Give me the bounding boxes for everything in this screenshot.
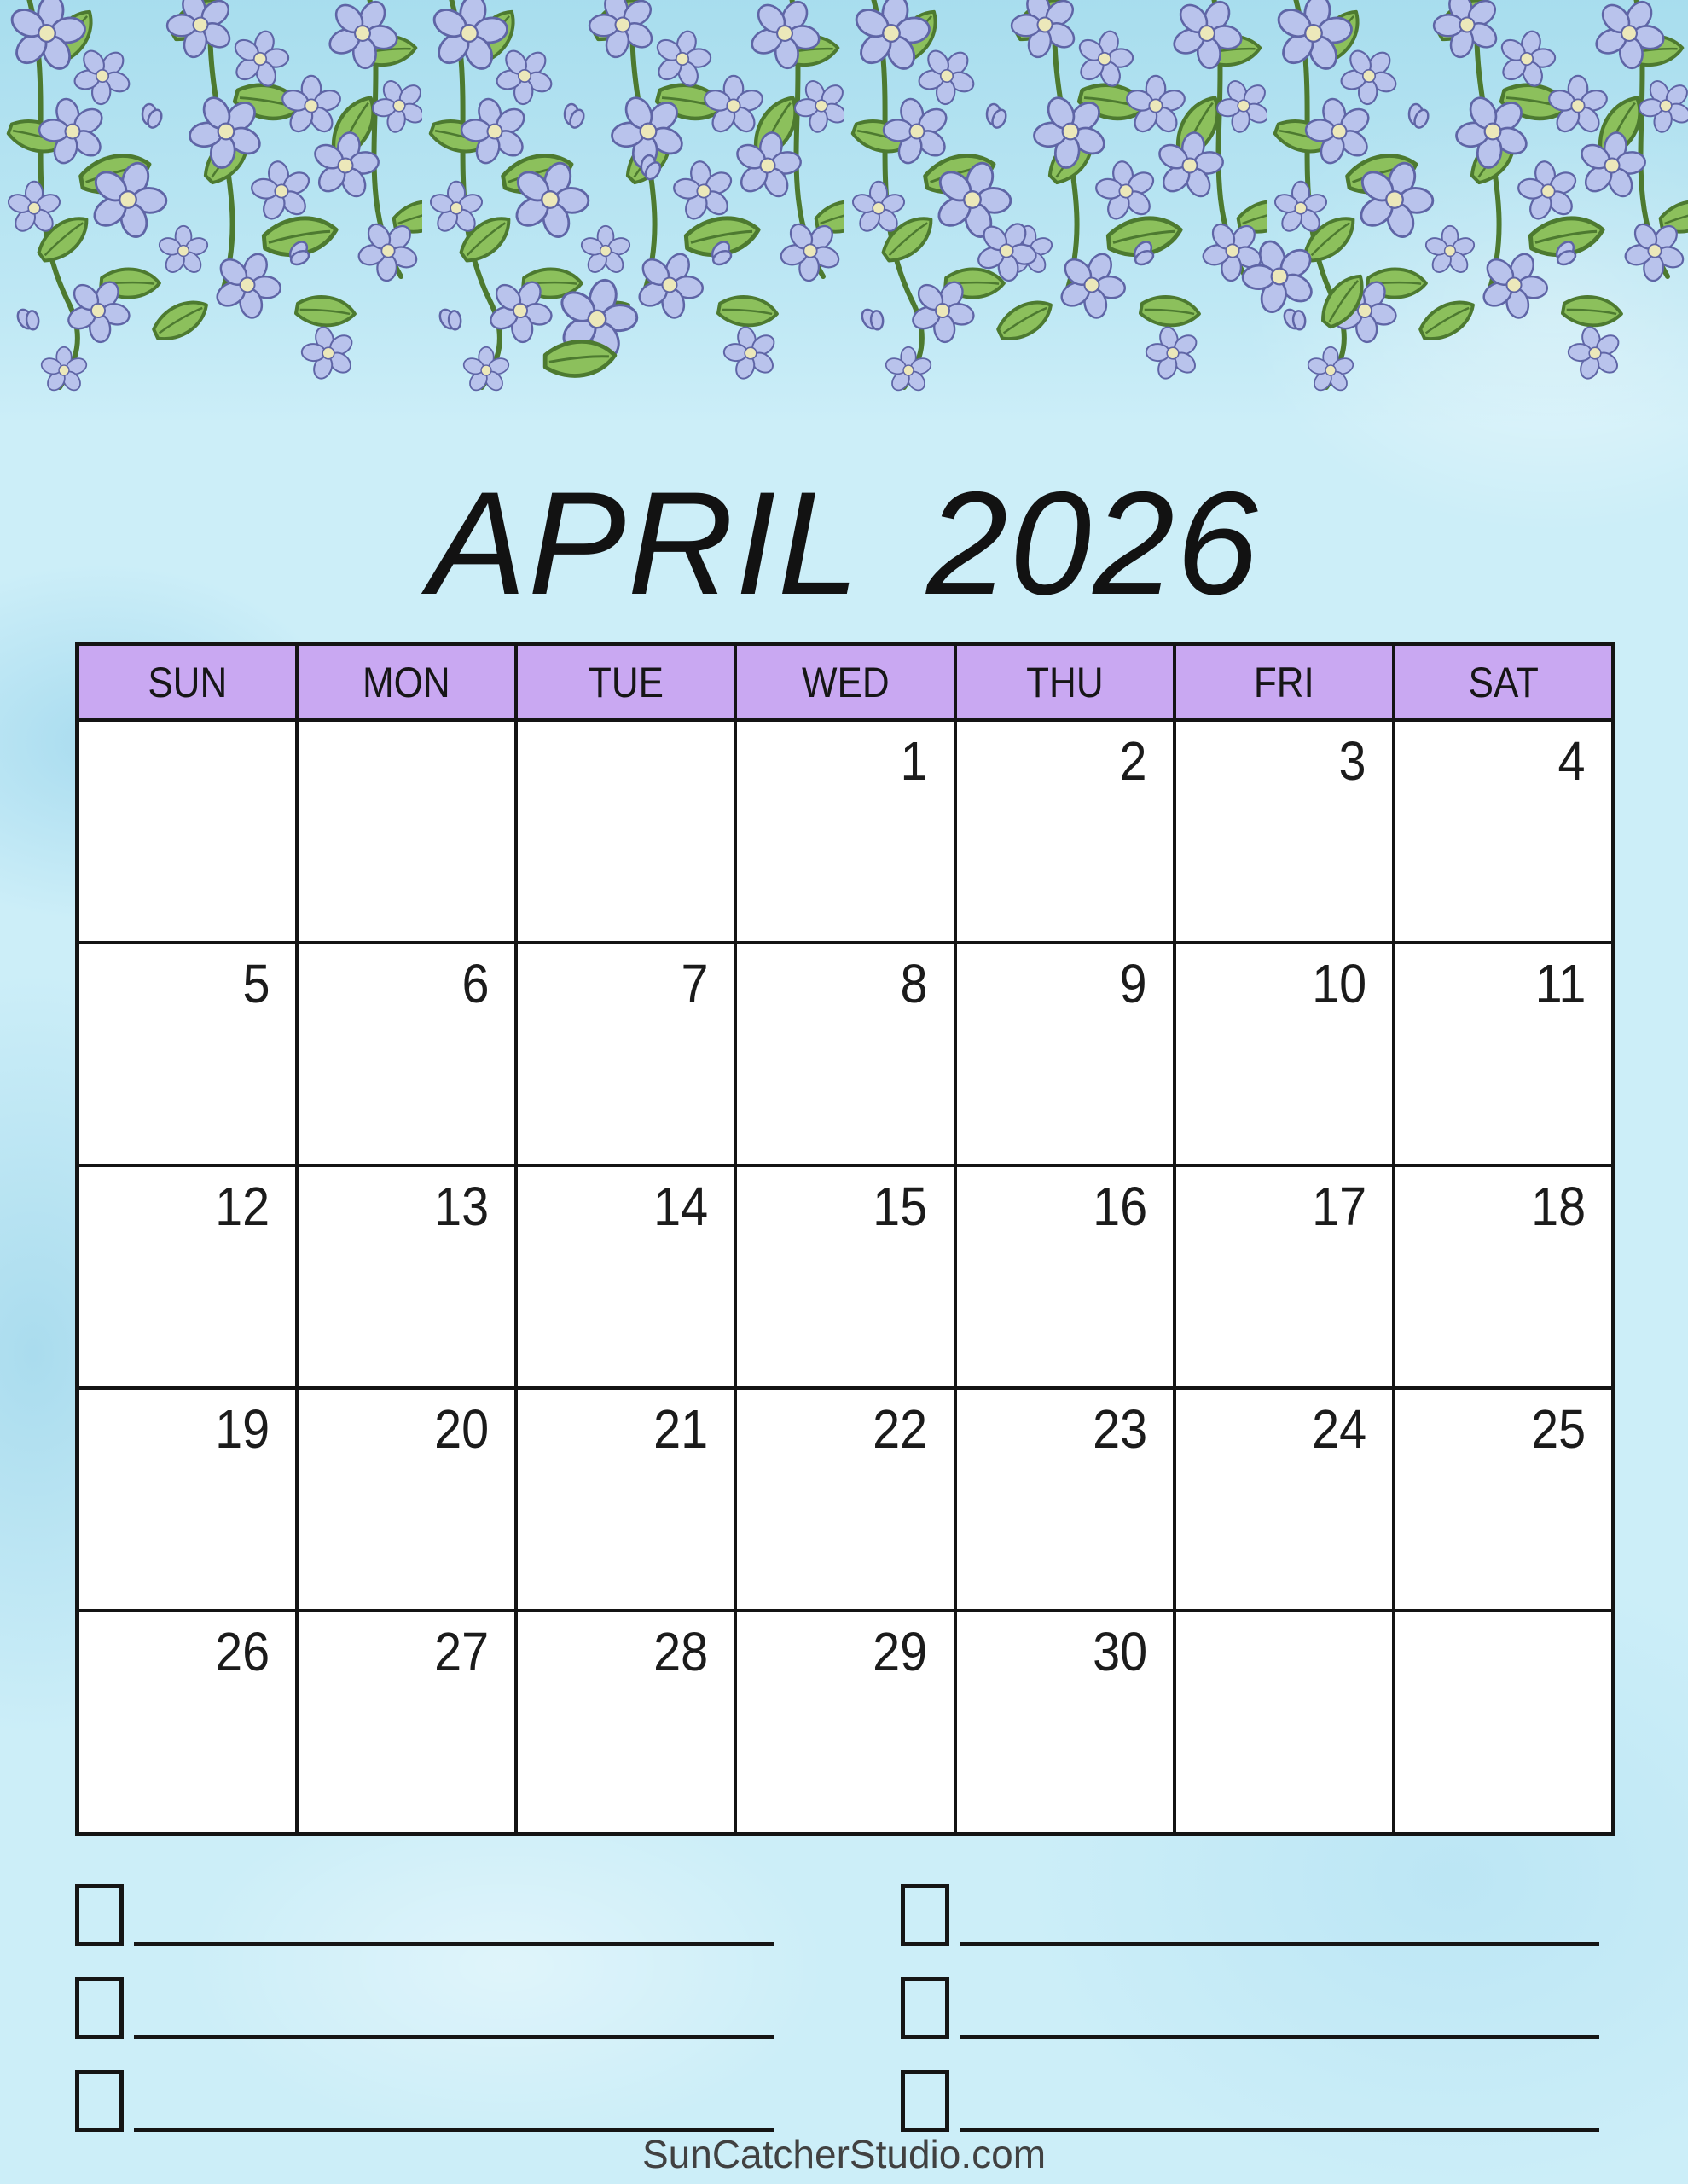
day-number: 30 xyxy=(1092,1621,1147,1682)
day-number: 24 xyxy=(1311,1398,1366,1460)
day-cell xyxy=(1394,1388,1613,1611)
day-number: 13 xyxy=(434,1176,490,1237)
write-line xyxy=(960,1942,1599,1946)
checklist-item xyxy=(75,1977,774,2039)
weekday-thu xyxy=(955,644,1175,720)
day-cell xyxy=(735,720,954,943)
weekday-label: TUE xyxy=(588,658,664,706)
day-cell xyxy=(1394,943,1613,1165)
day-cell xyxy=(516,943,735,1165)
day-number: 16 xyxy=(1092,1176,1147,1237)
checkbox-icon[interactable] xyxy=(901,1977,949,2039)
day-cell xyxy=(78,1165,297,1388)
day-cell xyxy=(1175,1165,1394,1388)
day-cell xyxy=(735,1388,954,1611)
checklist-item xyxy=(75,2070,774,2132)
weekday-fri xyxy=(1175,644,1394,720)
checkbox-icon[interactable] xyxy=(901,1884,949,1946)
calendar-grid xyxy=(75,642,1615,1836)
day-cell xyxy=(297,720,516,943)
day-cell xyxy=(1175,1388,1394,1611)
day-number: 21 xyxy=(653,1398,709,1460)
day-number: 2 xyxy=(1119,730,1147,792)
weekday-sun xyxy=(78,644,297,720)
day-cell xyxy=(955,943,1175,1165)
day-cell xyxy=(735,1165,954,1388)
day-number: 9 xyxy=(1119,953,1147,1014)
weekday-sat xyxy=(1394,644,1613,720)
write-line xyxy=(134,1942,774,1946)
day-number: 23 xyxy=(1092,1398,1147,1460)
write-line xyxy=(960,2035,1599,2039)
day-cell xyxy=(1175,720,1394,943)
floral-pattern xyxy=(0,0,1688,426)
day-number: 18 xyxy=(1530,1176,1586,1237)
day-number: 17 xyxy=(1311,1176,1366,1237)
checklist-item xyxy=(901,1977,1599,2039)
weekday-label: SAT xyxy=(1468,658,1539,706)
day-number: 28 xyxy=(653,1621,709,1682)
day-cell xyxy=(1394,1165,1613,1388)
day-cell xyxy=(297,1388,516,1611)
day-number: 11 xyxy=(1534,953,1586,1014)
day-cell xyxy=(78,1611,297,1833)
checklist-item xyxy=(75,1884,774,1946)
day-number: 7 xyxy=(681,953,709,1014)
weekday-label: THU xyxy=(1025,658,1104,706)
checklist-right xyxy=(901,1884,1599,2163)
day-cell xyxy=(735,1611,954,1833)
day-number: 14 xyxy=(653,1176,709,1237)
weekday-label: MON xyxy=(363,658,451,706)
day-cell xyxy=(78,720,297,943)
day-number: 12 xyxy=(215,1176,270,1237)
checkbox-icon[interactable] xyxy=(901,2070,949,2132)
day-cell xyxy=(1175,943,1394,1165)
day-cell xyxy=(955,720,1175,943)
day-cell xyxy=(955,1611,1175,1833)
day-number: 4 xyxy=(1557,730,1586,792)
day-number: 27 xyxy=(434,1621,490,1682)
day-number: 26 xyxy=(215,1621,270,1682)
footer-credit: SunCatcherStudio.com xyxy=(641,2132,1047,2176)
weekday-label: FRI xyxy=(1253,658,1314,706)
day-cell xyxy=(516,1611,735,1833)
write-line xyxy=(134,2035,774,2039)
weekday-wed xyxy=(735,644,954,720)
weekday-mon xyxy=(297,644,516,720)
weekday-label: WED xyxy=(801,658,890,706)
checkbox-icon[interactable] xyxy=(75,2070,124,2132)
checklist-item xyxy=(901,2070,1599,2132)
page-title: APRIL 2026 xyxy=(428,462,1260,625)
checkbox-icon[interactable] xyxy=(75,1977,124,2039)
floral-border-illustration xyxy=(0,0,1688,426)
day-cell xyxy=(1175,1611,1394,1833)
day-cell xyxy=(297,1611,516,1833)
day-cell xyxy=(955,1165,1175,1388)
day-number: 19 xyxy=(215,1398,270,1460)
day-cell xyxy=(297,943,516,1165)
day-number: 20 xyxy=(434,1398,490,1460)
checklist-left xyxy=(75,1884,774,2163)
day-number: 29 xyxy=(873,1621,928,1682)
day-number: 8 xyxy=(900,953,928,1014)
day-number: 3 xyxy=(1338,730,1366,792)
day-cell xyxy=(78,1388,297,1611)
day-cell xyxy=(78,943,297,1165)
day-cell xyxy=(1394,1611,1613,1833)
day-cell xyxy=(516,1165,735,1388)
weekday-tue xyxy=(516,644,735,720)
day-cell xyxy=(516,1388,735,1611)
day-cell xyxy=(516,720,735,943)
day-number: 25 xyxy=(1530,1398,1586,1460)
day-number: 15 xyxy=(873,1176,928,1237)
day-number: 6 xyxy=(461,953,490,1014)
day-number: 1 xyxy=(900,730,928,792)
day-number: 10 xyxy=(1311,953,1366,1014)
day-cell xyxy=(955,1388,1175,1611)
checklist-item xyxy=(901,1884,1599,1946)
weekday-label: SUN xyxy=(148,658,228,706)
day-cell xyxy=(1394,720,1613,943)
day-cell xyxy=(297,1165,516,1388)
day-number: 5 xyxy=(242,953,270,1014)
checkbox-icon[interactable] xyxy=(75,1884,124,1946)
day-cell xyxy=(735,943,954,1165)
day-number: 22 xyxy=(873,1398,928,1460)
